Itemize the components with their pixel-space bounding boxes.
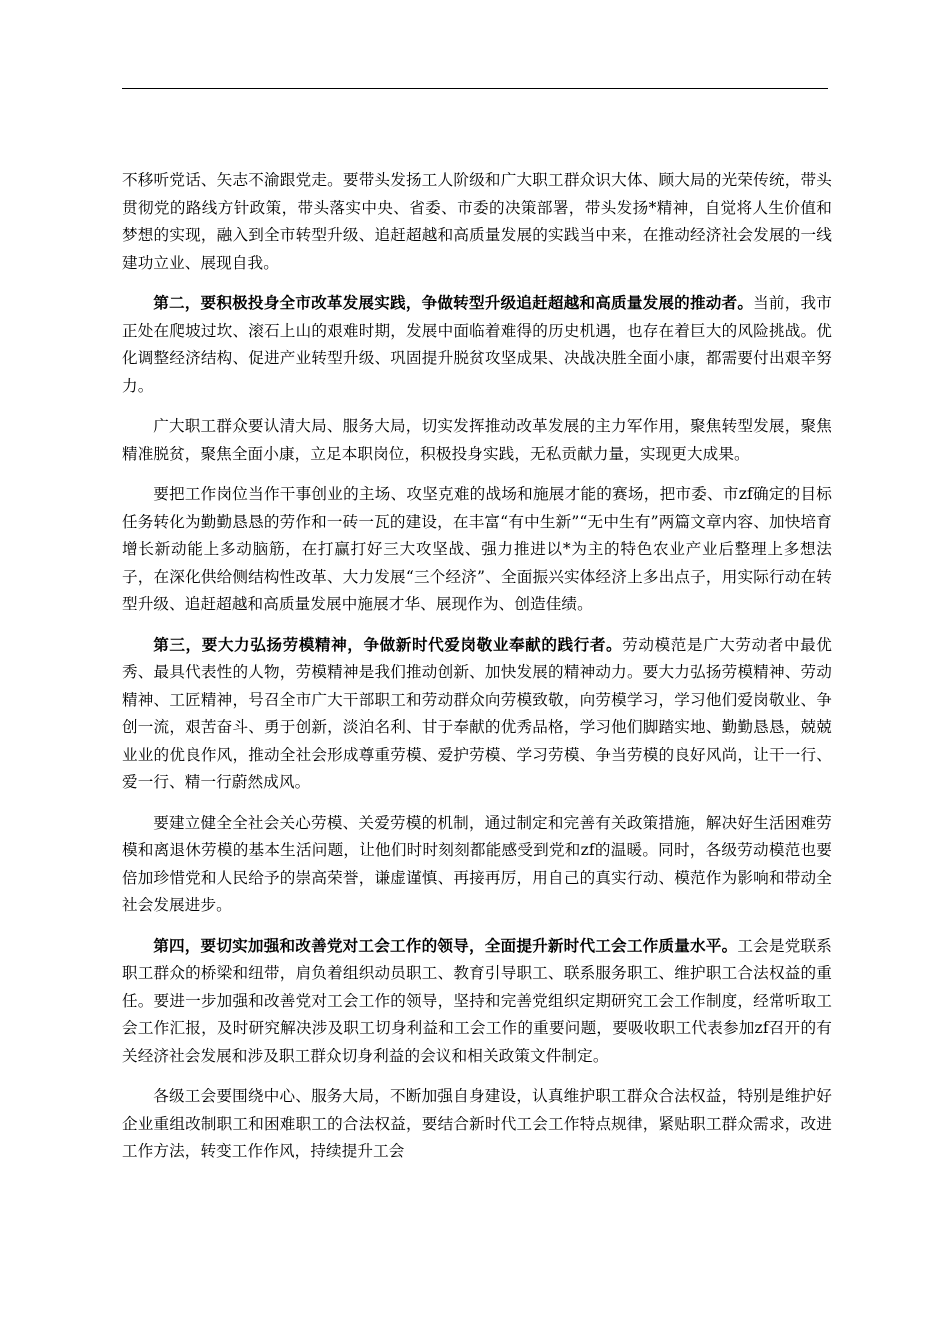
paragraph-text: 要把工作岗位当作干事创业的主场、攻坚克难的战场和施展才能的赛场，把市委、市zf确定的目标任务转化为勤勤恳恳的劳作和一砖一瓦的建设，在丰富“有中生新”“无中生有”两篇文章内容、加快培育增长新动能上多动脑筋，在打赢打好三大攻坚战、强力推进以*为主的特色农业产业后整理上多想法子，在深化供给侧结构性改革、大力发展“三个经济”、全面振兴实体经济上多出点子，用实际行动在转型升级、追赶超越和高质量发展中施展才华、展现作为、创造佳绩。 xyxy=(122,485,832,613)
paragraph-2 xyxy=(122,289,832,400)
paragraph-text: 工会是党联系职工群众的桥梁和纽带，肩负着组织动员职工、教育引导职工、联系服务职工、维护职工合法权益的重任。要进一步加强和改善党对工会工作的领导，坚持和完善党组织定期研究工会工作制度，经常听取工会工作汇报，及时研究解决涉及职工切身利益和工会工作的重要问题，要吸收职工代表参加zf召开的有关经济社会发展和涉及职工群众切身利益的会议和相关政策文件制定。 xyxy=(122,936,832,1065)
header-rule xyxy=(122,88,828,89)
paragraph-text: 各级工会要围绕中心、服务大局，不断加强自身建设，认真维护职工群众合法权益，特别是维护好企业重组改制职工和困难职工的合法权益，要结合新时代工会工作特点规律，紧贴职工群众需求，改进工作方法，转变工作作风，持续提升工会 xyxy=(122,1087,832,1160)
paragraph-5 xyxy=(122,631,832,797)
paragraph-text: 不移听党话、矢志不渝跟党走。要带头发扬工人阶级和广大职工群众识大体、顾大局的光荣传统，带头贯彻党的路线方针政策，带头落实中央、省委、市委的决策部署，带头发扬*精神，自觉将人生价值和梦想的实现，融入到全市转型升级、追赶超越和高质量发展的实践当中来，在推动经济社会发展的一线建功立业、展现自我。 xyxy=(122,171,832,272)
paragraph-8 xyxy=(122,1082,832,1166)
paragraph-text: 广大职工群众要认清大局、服务大局，切实发挥推动改革发展的主力军作用，聚焦转型发展，聚焦精准脱贫，聚焦全面小康，立足本职岗位，积极投身实践，无私贡献力量，实现更大成果。 xyxy=(122,417,832,463)
paragraph-lead: 第二，要积极投身全市改革发展实践，争做转型升级追赶超越和高质量发展的推动者。 xyxy=(153,293,754,312)
paragraph-text: 要建立健全全社会关心劳模、关爱劳模的机制，通过制定和完善有关政策措施，解决好生活困难劳模和离退休劳模的基本生活问题，让他们时时刻刻都能感受到党和zf的温暖。同时，各级劳动模范也要倍加珍惜党和人民给予的崇高荣誉，谦虚谨慎、再接再厉，用自己的真实行动、模范作为影响和带动全社会发展进步。 xyxy=(122,813,832,914)
paragraph-7 xyxy=(122,932,832,1071)
document-body xyxy=(122,166,832,1178)
paragraph-1 xyxy=(122,166,832,277)
paragraph-3 xyxy=(122,412,832,468)
paragraph-lead: 第四，要切实加强和改善党对工会工作的领导，全面提升新时代工会工作质量水平。 xyxy=(153,935,738,955)
paragraph-text: 当前，我市正处在爬坡过坎、滚石上山的艰难时期，发展中面临着难得的历史机遇，也存在着巨大的风险挑战。优化调整经济结构、促进产业转型升级、巩固提升脱贫攻坚成果、决战决胜全面小康，都需要付出艰辛努力。 xyxy=(122,294,832,395)
paragraph-lead: 第三，要大力弘扬劳模精神，争做新时代爱岗敬业奉献的践行者。 xyxy=(153,634,623,654)
paragraph-4 xyxy=(122,480,832,619)
paragraph-text: 劳动模范是广大劳动者中最优秀、最具代表性的人物，劳模精神是我们推动创新、加快发展的精神动力。要大力弘扬劳模精神、劳动精神、工匠精神，号召全市广大干部职工和劳动群众向劳模致敬，向劳模学习，学习他们爱岗敬业、争创一流，艰苦奋斗、勇于创新，淡泊名利、甘于奉献的优秀品格，学习他们脚踏实地、勤勤恳恳，兢兢业业的优良作风，推动全社会形成尊重劳模、爱护劳模、学习劳模、争当劳模的良好风尚，让干一行、爱一行、精一行蔚然成风。 xyxy=(122,635,832,791)
paragraph-6 xyxy=(122,809,832,920)
